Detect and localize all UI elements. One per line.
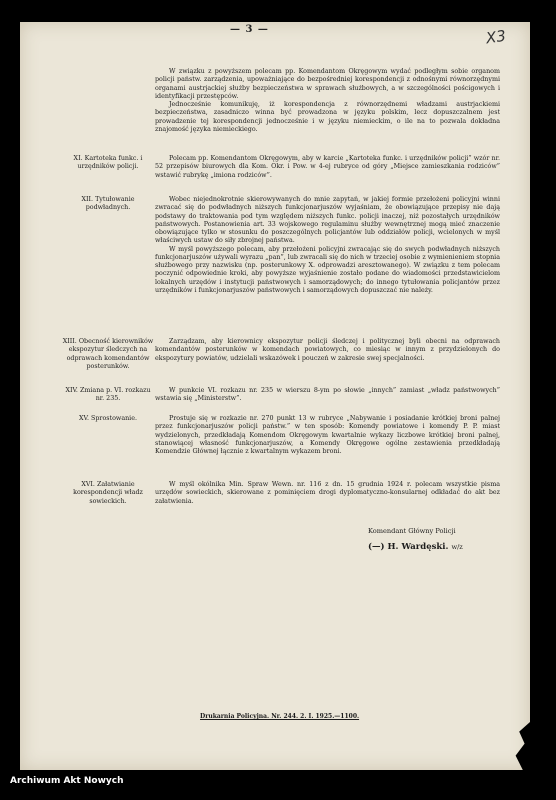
section-body bbox=[155, 338, 500, 363]
signature-name-text: (—) H. Wardęski. bbox=[368, 542, 449, 552]
archive-label: Archiwum Akt Nowych bbox=[10, 776, 124, 786]
section-paragraph: Zarządzam, aby kierownicy ekspozytur policji śledczej i politycznej byli obecni na odprawach komendantów posterunków w komendach powiatowych, co miesiąc w innym z przydzielonych do ekspozytury powiatów, udzielali wskazówek i pouczeń w zakresie swej specjalności. bbox=[155, 338, 500, 362]
section-body bbox=[155, 481, 500, 506]
section-body bbox=[155, 196, 500, 295]
printer-imprint: Drukarnia Policyjna. Nr. 244. 2. I. 1925.—1100. bbox=[200, 713, 360, 720]
section-label: XII. Tytułowanie podwładnych. bbox=[81, 196, 135, 212]
section-label: XIII. Obecność kierowników ekspozytur śledczych na odprawach komendantów posterunków. bbox=[62, 338, 154, 370]
torn-edge bbox=[512, 722, 530, 770]
section-paragraph: W myśl powyższego polecam, aby przełożeni policyjni zwracając się do swych podwładnych niższych funkcjonarjuszów używali wyrazu „pan”, lub zwracali się do nich w trzeciej osobie z wymienieniem stopnia służbowego przy nazwisku (np. posterunkowy X. odprowadzi aresztowanego). W związku z tem polecam poczynić odpowiednie kroki, aby powyższe wyjaśnienie zostało podane do wiadomości przedstawicielom lokalnych urzędów i instytucji państwowych i samorządowych; do innego tytułowania policjantów przez urzędników i funkcjonarjuszów państwowych i samorządowych dopuszczać nie należy. bbox=[155, 245, 500, 294]
section-label: XV. Sprostowanie. bbox=[78, 415, 137, 422]
section-label: XIV. Zmiana p. VI. rozkazu nr. 235. bbox=[65, 387, 151, 403]
page-number: — 3 — bbox=[230, 24, 269, 35]
section-paragraph: W myśl okólnika Min. Spraw Wewn. nr. 116 z dn. 15 grudnia 1924 r. polecam wszystkie pisma urzędów sowieckich, skierowane z pominięciem drogi dyplomatyczno-konsularnej odkładać do akt bez załatwienia. bbox=[155, 481, 500, 505]
section-label: XI. Kartoteka funkc. i urzędników policji. bbox=[73, 155, 143, 171]
signature-suffix: w/z bbox=[451, 543, 463, 551]
section-body bbox=[155, 415, 500, 456]
section-label: XVI. Załatwianie korespondencji władz sowieckich. bbox=[73, 481, 143, 505]
section-paragraph: Prostuje się w rozkazie nr. 270 punkt 13 w rubryce „Nabywanie i posiadanie krótkiej broni palnej przez funkcjonarjuszów policji państw.” w ten sposób: Komendy powiatowe i komendy P. P. miast wydzielonych, przedkładają Komendom Okręgowym kwartalnie wykazy liczbowe krótkiej broni palnej, stanowiącej własność funkcjonarjuszów, a Komendy Okręgowe ogólne zestawienia przedkładają Komendzie Głównej łącznie z kwartalnym wykazem broni. bbox=[155, 415, 500, 455]
intro-text bbox=[155, 68, 500, 134]
section-paragraph: W punkcie VI. rozkazu nr. 235 w wierszu 8-ym po słowie „innych” zamiast „władz państwowych” wstawia się „Ministerstw”. bbox=[155, 387, 500, 403]
signature-title: Komendant Główny Policji bbox=[368, 527, 456, 535]
intro-paragraph: Jednocześnie komunikuję, iż korespondencja z równorzędnemi władzami austrjackiemi bezpieczeństwa, zasadniczo winna być prowadzona w języku polskim, lecz dopuszczalnem jest prowadzenie tej korespondencji jednocześnie i w języku niemieckim, o ile na to pozwala dokładna znajomość języka niemieckiego. bbox=[155, 101, 500, 133]
section-body bbox=[155, 155, 500, 180]
section-paragraph: Polecam pp. Komendantom Okręgowym, aby w karcie „Kartoteka funkc. i urzędników policji” wzór nr. 52 przepisów biurowych dla Kom. Okr. i Pow. w 4-ej rubryce od góry „Miejsce zamieszkania rodziców” wstawić rubrykę „imiona rodziców”. bbox=[155, 155, 500, 179]
section-body bbox=[155, 387, 500, 404]
signature-name bbox=[368, 542, 463, 552]
intro-paragraph: W związku z powyższem polecam pp. Komendantom Okręgowym wydać podległym sobie organom policji państw. zarządzenia, upoważniające do bezpośredniej korespondencji z odnośnymi równorzędnymi organami austrjackiej służby bezpieczeństwa w sprawach służbowych, a w szczególności pościgowych i identyfikacji przestępców. bbox=[155, 68, 500, 100]
section-paragraph: Wobec niejednokrotnie skierowywanych do mnie zapytań, w jakiej formie przełożeni policyjni winni zwracać się do podwładnych niższych funkcjonarjuszów wyjaśniam, że obowiązujące przepisy nie dają podstawy do traktowania pod tym względem niższych funkc. policji inaczej, niż pozostałych urzędników państwowych. Postanowienia art. 33 wojskowego regulaminu służby wewnętrznej mogą mieć znaczenie obowiązujące tylko w stosunku do poszczególnych policjantów lub oddziałów policji, wcielonych w myśl właściwych ustaw do siły zbrojnej państwa. bbox=[155, 196, 500, 245]
handwritten-mark: X3 bbox=[484, 26, 507, 48]
